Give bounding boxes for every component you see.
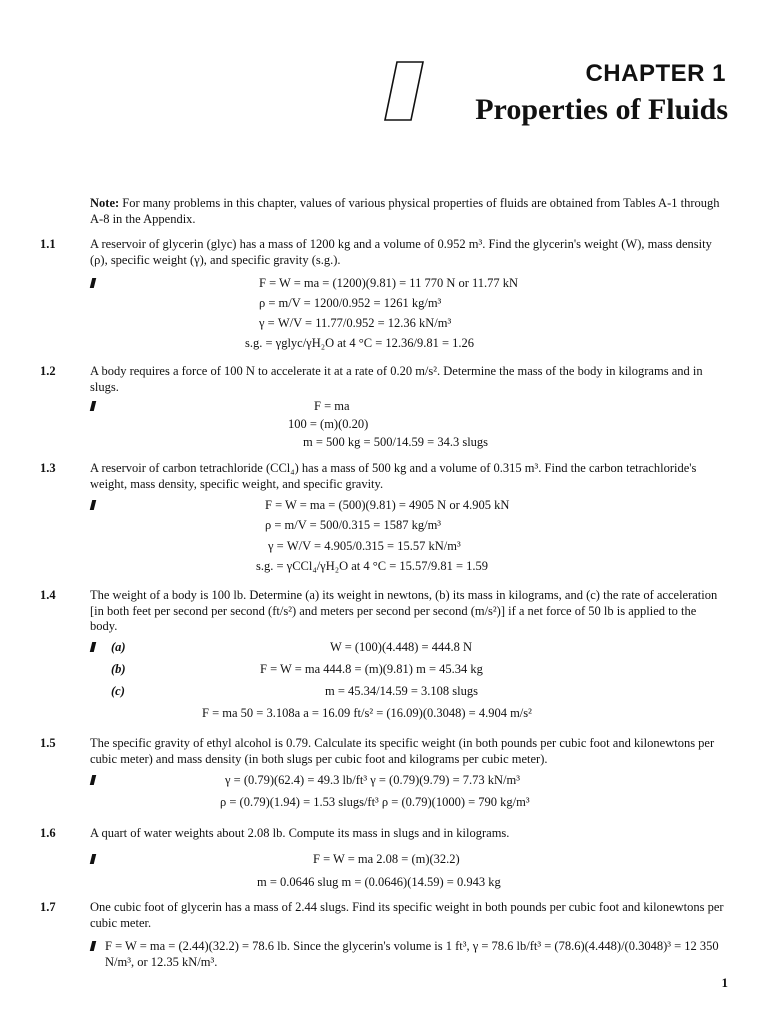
solution-line: s.g. = γglyc/γH₂O at 4 °C = 12.36/9.81 = 1.26: [245, 336, 475, 350]
problem-statement: The weight of a body is 100 lb. Determine (a) its weight in newtons, (b) its mass in kilograms, and (c) the rate of acceleration [in both feet per second per second (ft/s²) and meters per second per second (m/s²)] if a net force of 50 lb is applied to the body.: [90, 588, 718, 633]
solution-line: γ = (0.79)(62.4) = 49.3 lb/ft³ γ = (0.79)(9.79) = 7.73 kN/m³: [225, 773, 520, 787]
problem-statement: A body requires a force of 100 N to accelerate it at a rate of 0.20 m/s². Determine the mass of the body in kilograms and in slugs.: [90, 364, 703, 394]
solution-line: F = W = ma = (500)(9.81) = 4905 N or 4.905 kN: [265, 498, 510, 512]
solution-marker: [90, 854, 96, 864]
solution-line: ρ = (0.79)(1.94) = 1.53 slugs/ft³ ρ = (0.79)(1000) = 790 kg/m³: [220, 795, 530, 809]
solution-line: γ = W/V = 11.77/0.952 = 12.36 kN/m³: [259, 316, 452, 330]
solution-line: W = (100)(4.448) = 444.8 N: [330, 640, 472, 654]
solution-line: F = W = ma 444.8 = (m)(9.81) m = 45.34 kg: [260, 662, 483, 676]
problem-number: 1.6: [40, 826, 56, 840]
part-label-b: (b): [111, 662, 126, 676]
chapter-label: CHAPTER 1: [585, 60, 726, 87]
page-number: 1: [721, 975, 728, 990]
solution-marker: [90, 278, 96, 288]
solution-line: F = W = ma 2.08 = (m)(32.2): [313, 852, 460, 866]
solution-line: F = ma: [314, 399, 350, 413]
problem-number: 1.4: [40, 588, 56, 602]
problem-statement: A reservoir of carbon tetrachloride (CCl₄) has a mass of 500 kg and a volume of 0.315 m³. Find the carbon tetrachloride's weight, mass density, specific weight, and specific gravity.: [90, 461, 697, 491]
solution-line: F = ma 50 = 3.108a a = 16.09 ft/s² = (16.09)(0.3048) = 4.904 m/s²: [202, 706, 532, 720]
problem-number: 1.2: [40, 364, 56, 378]
problem-number: 1.5: [40, 736, 56, 750]
chapter-number-mark: [383, 60, 425, 122]
solution-line: γ = W/V = 4.905/0.315 = 15.57 kN/m³: [268, 539, 461, 553]
solution-line: ρ = m/V = 500/0.315 = 1587 kg/m³: [265, 518, 442, 532]
note-lead: Note:: [90, 196, 120, 210]
solution-line: m = 0.0646 slug m = (0.0646)(14.59) = 0.943 kg: [257, 875, 501, 889]
part-label-a: (a): [111, 640, 126, 654]
problem-statement: The specific gravity of ethyl alcohol is 0.79. Calculate its specific weight (in both pounds per cubic foot and kilonewtons per cubic meter) and mass density (in both slugs per cubic foot and kilograms per cubic meter).: [90, 736, 715, 766]
solution-marker: [90, 500, 96, 510]
problem-statement: A quart of water weights about 2.08 lb. Compute its mass in slugs and in kilograms.: [90, 826, 510, 840]
note-text: For many problems in this chapter, values of various physical properties of fluids are obtained from Tables A-1 through A-8 in the Appendix.: [90, 196, 720, 226]
problem-number: 1.7: [40, 900, 56, 914]
solution-line: m = 45.34/14.59 = 3.108 slugs: [325, 684, 478, 698]
problem-number: 1.3: [40, 461, 56, 475]
solution-marker: [90, 401, 96, 411]
problem-statement: One cubic foot of glycerin has a mass of 2.44 slugs. Find its specific weight in both pounds per cubic foot and kilonewtons per cubic meter.: [90, 900, 724, 930]
solution-line: ρ = m/V = 1200/0.952 = 1261 kg/m³: [259, 296, 442, 310]
chapter-title: Properties of Fluids: [475, 93, 728, 126]
problem-statement: A reservoir of glycerin (glyc) has a mass of 1200 kg and a volume of 0.952 m³. Find the glycerin's weight (W), mass density (ρ), specific weight (γ), and specific gravity (s.g.).: [90, 237, 712, 267]
solution-line: s.g. = γCCl₄/γH₂O at 4 °C = 15.57/9.81 = 1.59: [256, 559, 489, 573]
part-label-c: (c): [111, 684, 125, 698]
solution-marker: [90, 642, 96, 652]
solution-line: m = 500 kg = 500/14.59 = 34.3 slugs: [303, 435, 489, 449]
solution-paragraph: F = W = ma = (2.44)(32.2) = 78.6 lb. Since the glycerin's volume is 1 ft³, γ = 78.6 lb/ft³ = (78.6)(4.448)/(0.3048)³ = 12 350 N/m³, or 12.35 kN/m³.: [105, 939, 719, 969]
solution-line: 100 = (m)(0.20): [288, 417, 369, 431]
note-paragraph: [90, 195, 720, 227]
solution-marker: [90, 941, 96, 951]
solution-marker: [90, 775, 96, 785]
solution-line: F = W = ma = (1200)(9.81) = 11 770 N or 11.77 kN: [259, 276, 519, 290]
problem-number: 1.1: [40, 237, 56, 251]
